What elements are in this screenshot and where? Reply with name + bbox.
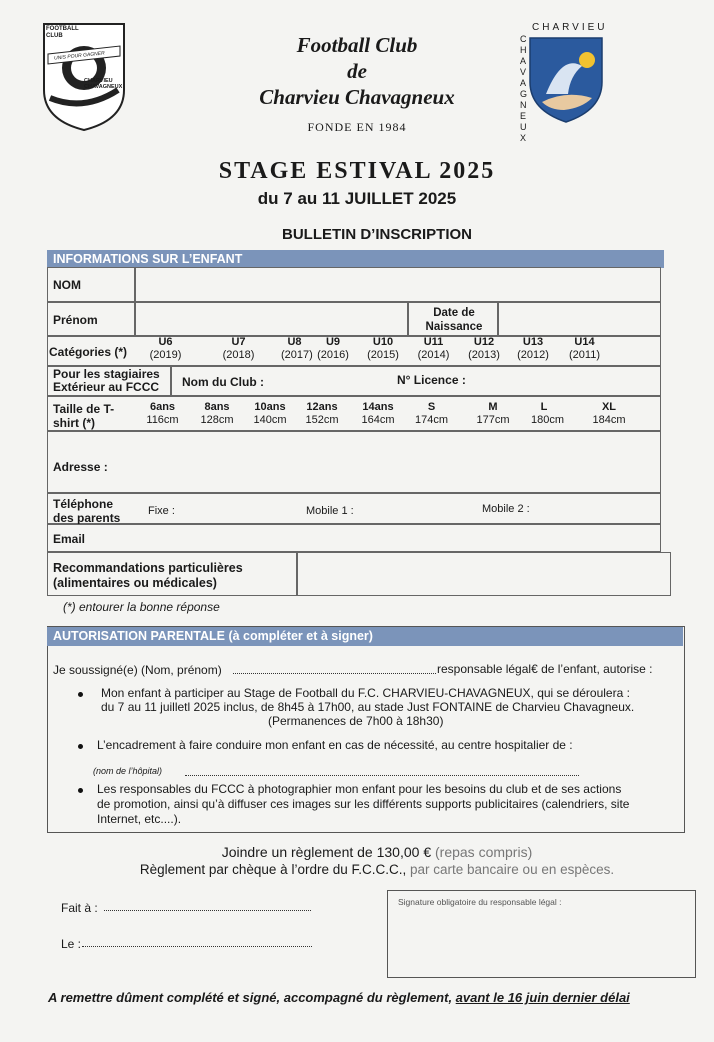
category-option-u14[interactable] [557,336,612,362]
tshirt-option-s[interactable] [408,401,455,427]
payment-note: (repas compris) [435,844,533,860]
telephone-row[interactable] [47,493,661,524]
tshirt-size: 8ans [204,401,230,413]
tshirt-size: XL [601,401,617,413]
category-year: (2018) [222,349,255,361]
recommandations-label: Recommandations particulières (alimentaires ou médicales) [53,561,243,590]
category-code: U9 [325,336,341,348]
club-name-line2: de [347,59,367,83]
prenom-label-cell [47,302,135,336]
tshirt-height: 152cm [305,414,339,426]
tshirt-size: 10ans [254,401,286,413]
auth-bullet3-line2: de promotion, ainsi qu’à diffuser ces images sur les différents supports publicitaires (calendriers, site [97,797,630,811]
tshirt-height: 164cm [361,414,395,426]
category-option-u9[interactable] [308,336,358,362]
tshirt-height: 184cm [592,414,626,426]
tshirt-option-xl[interactable] [557,401,661,427]
signature-box[interactable] [387,890,696,978]
bullet-3 [78,788,83,793]
footer-note [48,990,630,1005]
payment-line1 [0,844,714,860]
auth-bullet2: L’encadrement à faire conduire mon enfant en cas de nécessité, au centre hospitalier de : [97,738,573,752]
tshirt-size: S [427,401,436,413]
logo-top-text: FOOTBALL CLUB [46,26,79,39]
payment-method: Règlement par chèque à l’ordre du F.C.C.C., [139,862,407,877]
auth-bullet1-line3: (Permanences de 7h00 à 18h30) [268,714,444,728]
event-title: STAGE ESTIVAL 2025 [218,158,496,184]
tshirt-option-12ans[interactable] [296,401,348,427]
prenom-field[interactable] [135,302,408,336]
charvieu-emblem [512,22,608,143]
category-code: U14 [574,336,595,348]
payment-amount: Joindre un règlement de 130,00 € [221,844,432,860]
auth-section-header: AUTORISATION PARENTALE (à compléter et à signer) [47,627,683,646]
date-naissance-field[interactable] [498,302,661,336]
licence-label: N° Licence : [397,373,466,387]
tshirt-size: L [540,401,548,413]
category-option-u11[interactable] [408,336,459,362]
category-code: U11 [423,336,444,348]
category-code: U7 [231,336,246,348]
tshirt-height: 180cm [531,414,565,426]
tshirt-size: 6ans [149,401,176,413]
info-section-header: INFORMATIONS SUR L’ENFANT [47,250,664,268]
bullet-2 [78,744,83,749]
tshirt-option-l[interactable] [531,401,565,427]
auth-bullet1-line2: du 7 au 11 juilletl 2025 inclus, de 8h45 à 17h00, au stade Just FONTAINE de Charvieu Chavagneux. [101,700,635,714]
hospital-dotted-line[interactable] [185,775,579,776]
auth-bullet3-line3: Internet, etc....). [97,812,182,826]
founded-text: FONDE EN 1984 [307,120,407,134]
category-code: U13 [522,336,544,348]
le-label: Le : [61,937,82,951]
category-option-u12[interactable] [459,336,509,362]
telephone-label: Téléphone des parents [53,497,121,525]
stagiaires-label-cell [47,366,171,396]
tshirt-option-14ans[interactable] [348,401,408,427]
auth-bullet1-line1: Mon enfant à participer au Stage de Football du F.C. CHARVIEU-CHAVAGNEUX, qui se déroulera : [101,686,630,700]
fixe-label: Fixe : [148,505,175,517]
auth-intro-right: responsable légal€ de l’enfant, autorise : [437,662,653,676]
nom-field[interactable] [135,267,661,302]
category-code: U8 [287,336,302,348]
tshirt-size: 12ans [306,401,338,413]
club-licence-field[interactable] [171,366,661,396]
prenom-label: Prénom [53,313,98,327]
category-code: U10 [372,336,394,348]
payment-alternatives: par carte bancaire ou en espèces. [410,862,615,877]
tshirt-height: 140cm [253,414,287,426]
nom-label: NOM [53,278,81,292]
category-year: (2012) [517,349,549,361]
adresse-field[interactable] [47,431,661,493]
adresse-label: Adresse : [53,460,108,474]
categories-label: Catégories (*) [49,345,128,359]
mobile2-label: Mobile 2 : [482,503,530,515]
le-field[interactable] [82,946,312,947]
category-year: (2015) [367,349,399,361]
recommandations-label-cell [47,552,297,596]
name-dotted-line[interactable] [233,673,436,674]
tshirt-height: 128cm [200,414,234,426]
category-option-u10[interactable] [358,336,408,362]
tshirt-option-10ans[interactable] [244,401,296,427]
form-title: BULLETIN D’INSCRIPTION [282,226,472,243]
tshirt-size: 14ans [362,401,394,413]
category-year: (2017) [281,349,313,361]
date-naissance-label: Date de Naissance [425,307,483,333]
email-field[interactable] [47,524,661,552]
logo-bottom-text: CHARVIEU CHAVAGNEUX [84,78,123,90]
event-dates: du 7 au 11 JUILLET 2025 [257,189,457,208]
category-year: (2013) [468,349,500,361]
auth-bullet3-line1: Les responsables du FCCC à photographier mon enfant pour les besoins du club et de ses actions [97,782,622,796]
tshirt-height: 177cm [476,414,510,426]
mobile1-label: Mobile 1 : [306,505,354,517]
tshirt-height: 174cm [414,414,449,426]
date-naissance-label-cell [408,302,498,336]
fait-a-label: Fait à : [61,901,98,915]
stagiaires-label: Pour les stagiaires Extérieur au FCCC [53,367,160,394]
nom-label-cell [47,267,135,302]
club-name-line3: Charvieu Chavagneux [259,85,455,109]
tshirt-label: Taille de T-shirt (*) [53,402,115,430]
category-option-u6[interactable] [135,336,196,362]
auth-intro-left: Je soussigné(e) (Nom, prénom) [53,663,222,677]
nom-club-label: Nom du Club : [182,375,264,389]
tshirt-height: 116cm [146,414,179,426]
bullet-1 [78,692,83,697]
emblem-text-top: CHARVIEU [532,22,608,33]
tshirt-option-6ans[interactable] [135,401,190,427]
tshirt-option-8ans[interactable] [190,401,244,427]
tshirt-option-m[interactable] [455,401,531,427]
category-option-u13[interactable] [509,336,557,362]
category-option-u8[interactable] [281,336,313,362]
category-code: U12 [473,336,495,348]
category-year: (2016) [317,349,349,361]
category-code: U6 [158,336,173,348]
footer-deadline: avant le 16 juin dernier délai [455,990,630,1005]
category-option-u7[interactable] [196,336,281,362]
emblem-text-side: CHAVAGNEUX [520,34,528,143]
payment-line2 [0,862,714,877]
recommandations-field[interactable] [297,552,671,596]
tshirt-size: M [488,401,498,413]
hospital-label: (nom de l’hôpital) [93,766,163,776]
category-year: (2014) [417,349,450,361]
footnote: (*) entourer la bonne réponse [63,600,220,614]
signature-box-label: Signature obligatoire du responsable légal : [398,897,562,907]
club-name-line1: Football Club [296,33,418,57]
logo-ribbon-text: UNIS POUR GAGNER [53,50,106,62]
footer-text: A remettre dûment complété et signé, accompagné du règlement, [48,990,456,1005]
category-year: (2011) [569,349,600,361]
category-year: (2019) [149,349,182,361]
email-label: Email [53,532,86,546]
fait-a-field[interactable] [104,910,311,911]
